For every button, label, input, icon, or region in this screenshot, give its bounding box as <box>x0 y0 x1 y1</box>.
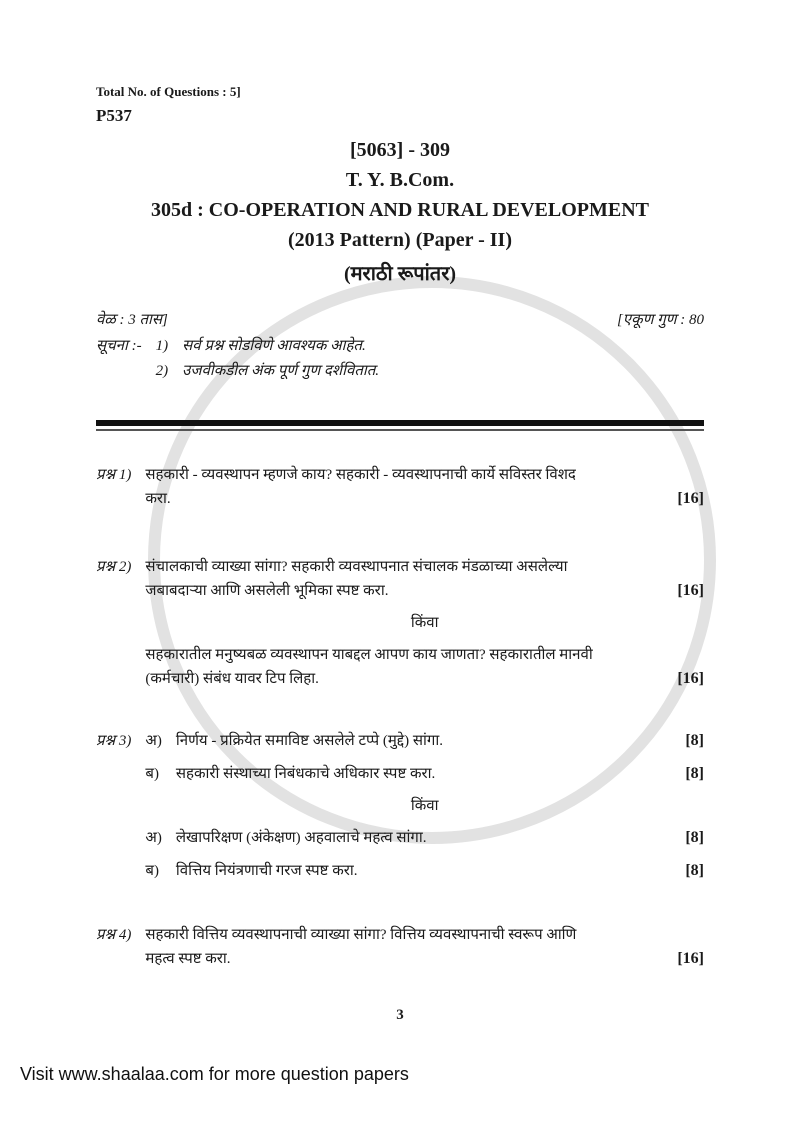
part-num: ब) <box>145 863 159 879</box>
question-text: महत्व स्पष्ट करा. <box>145 951 231 967</box>
question-1 <box>96 463 704 511</box>
part-text: निर्णय - प्रक्रियेत समाविष्ट असलेले टप्पे (मुद्दे) सांगा. <box>175 733 443 749</box>
part-num: ब) <box>145 766 159 782</box>
question-text: संचालकाची व्याख्या सांगा? सहकारी व्यवस्थापनात संचालक मंडळाच्या असलेल्या <box>145 559 568 575</box>
question-text: सहकारी - व्यवस्थापन म्हणजे काय? सहकारी - व्यवस्थापनाची कार्ये सविस्तर विशद <box>145 467 576 483</box>
marks: [8] <box>685 829 704 846</box>
part-text: सहकारी संस्थाच्या निबंधकाचे अधिकार स्पष्ट करा. <box>175 766 436 782</box>
instructions-label: सूचना :- <box>96 338 142 354</box>
total-marks: [एकूण गुण : 80 <box>616 312 704 328</box>
question-text: सहकारातील मनुष्यबळ व्यवस्थापन याबद्दल आपण काय जाणता? सहकारातील मानवी <box>145 647 593 663</box>
marks: [8] <box>685 862 704 879</box>
question-text: सहकारी वित्तिय व्यवस्थापनाची व्याख्या सांगा? वित्तिय व्यवस्थापनाची स्वरूप आणि <box>145 927 577 943</box>
footer-link[interactable]: Visit www.shaalaa.com for more question papers <box>20 1064 409 1084</box>
question-label: प्रश्न 3) <box>96 733 132 749</box>
page-number: 3 <box>396 1007 404 1023</box>
question-paper <box>96 0 704 1025</box>
or-separator: किंवा <box>410 798 439 814</box>
question-4 <box>96 923 704 971</box>
total-questions: Total No. of Questions : 5] <box>96 84 241 99</box>
part-text: वित्तिय नियंत्रणाची गरज स्पष्ट करा. <box>175 863 358 879</box>
exam-code: [5063] - 309 <box>350 139 450 161</box>
divider-thin <box>96 429 704 431</box>
paper-code: P537 <box>96 106 132 125</box>
time: वेळ : 3 तास] <box>96 312 168 328</box>
question-text: करा. <box>145 491 171 507</box>
instruction-num: 1) <box>155 338 169 354</box>
question-text: (कर्मचारी) संबंध यावर टिप लिहा. <box>145 671 319 687</box>
question-text: जबाबदाऱ्या आणि असलेली भूमिका स्पष्ट करा. <box>145 583 389 599</box>
version: (मराठी रूपांतर) <box>343 263 457 285</box>
instructions <box>96 335 704 382</box>
marks: [16] <box>677 950 704 967</box>
part-num: अ) <box>145 733 162 749</box>
subject-title: 305d : CO-OPERATION AND RURAL DEVELOPMENT <box>151 199 649 221</box>
question-3 <box>96 729 704 883</box>
marks: [16] <box>677 582 704 599</box>
question-label: प्रश्न 1) <box>96 467 132 483</box>
marks: [8] <box>685 732 704 749</box>
marks: [8] <box>685 765 704 782</box>
instruction-num: 2) <box>155 363 169 379</box>
instruction-text: उजवीकडील अंक पूर्ण गुण दर्शवितात. <box>182 363 380 379</box>
or-separator: किंवा <box>410 615 439 631</box>
marks: [16] <box>677 490 704 507</box>
instruction-text: सर्व प्रश्न सोडविणे आवश्यक आहेत. <box>182 338 366 354</box>
marks: [16] <box>677 670 704 687</box>
question-label: प्रश्न 4) <box>96 927 132 943</box>
exam-meta <box>96 309 704 331</box>
pattern: (2013 Pattern) (Paper - II) <box>287 229 512 251</box>
part-text: लेखापरिक्षण (अंकेक्षण) अहवालाचे महत्व सांगा. <box>175 830 427 846</box>
course: T. Y. B.Com. <box>345 169 455 191</box>
question-label: प्रश्न 2) <box>96 559 132 575</box>
part-num: अ) <box>145 830 162 846</box>
question-2 <box>96 555 704 691</box>
divider-thick <box>96 420 704 426</box>
